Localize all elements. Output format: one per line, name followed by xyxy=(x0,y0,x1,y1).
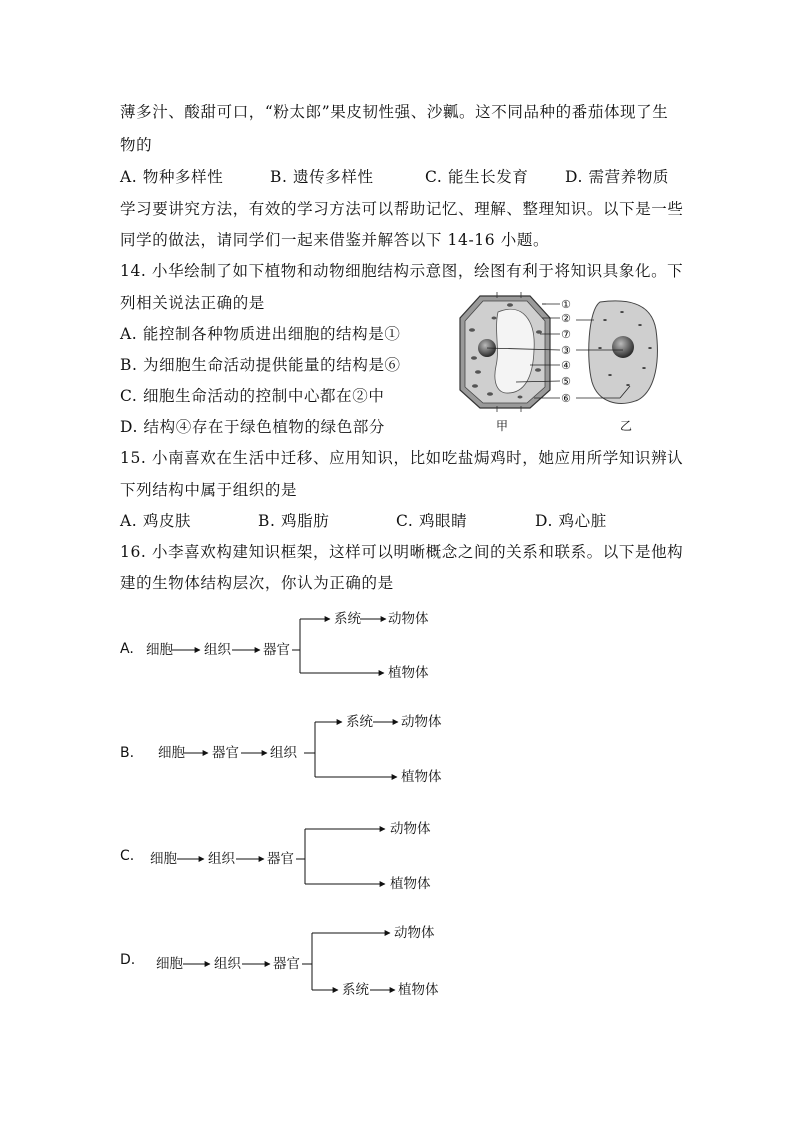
intro-line-1: 学习要讲究方法，有效的学习方法可以帮助记忆、理解、整理知识。以下是一些 xyxy=(120,200,684,218)
diagram-c xyxy=(120,820,431,892)
plant-cell-diagram xyxy=(460,292,550,412)
diagram-c-bottom: 植物体 xyxy=(390,876,431,892)
q14-option-c: C. 细胞生命活动的控制中心都在②中 xyxy=(120,387,385,405)
hierarchy-diagrams xyxy=(0,600,794,1020)
diagram-a-letter: A. xyxy=(120,641,134,657)
diagram-d-node-2: 组织 xyxy=(214,956,241,972)
diagram-d-bottom-pre: 系统 xyxy=(342,982,369,998)
q13-option-c: C. 能生长发育 xyxy=(425,168,529,186)
q13-stem-line-2: 物的 xyxy=(120,136,153,154)
diagram-a-node-3: 器官 xyxy=(263,642,290,658)
diagram-b-letter: B. xyxy=(120,745,135,761)
q14-option-b: B. 为细胞生命活动提供能量的结构是⑥ xyxy=(120,356,401,374)
q15-option-a: A. 鸡皮肤 xyxy=(120,512,192,530)
q13-option-a: A. 物种多样性 xyxy=(120,168,224,186)
q14-option-a: A. 能控制各种物质进出细胞的结构是① xyxy=(120,325,401,343)
q16-stem-line-2: 建的生物体结构层次，你认为正确的是 xyxy=(120,574,394,592)
label-6: ⑥ xyxy=(561,392,571,405)
caption-animal: 乙 xyxy=(620,419,633,433)
intro-line-2: 同学的做法，请同学们一起来借鉴并解答以下 14-16 小题。 xyxy=(120,231,550,249)
diagram-d xyxy=(120,924,439,998)
diagram-d-top: 动物体 xyxy=(394,925,435,941)
animal-cell-diagram xyxy=(589,301,658,404)
diagram-b-bottom: 植物体 xyxy=(401,769,442,785)
diagram-c-node-1: 细胞 xyxy=(150,851,177,867)
diagram-b-node-1: 细胞 xyxy=(158,745,185,761)
label-4: ④ xyxy=(561,359,571,372)
diagram-d-node-3: 器官 xyxy=(273,956,300,972)
diagram-b-node-2: 器官 xyxy=(212,745,239,761)
q15-option-b: B. 鸡脂肪 xyxy=(258,512,330,530)
diagram-b xyxy=(120,713,442,785)
diagram-d-bottom: 植物体 xyxy=(398,982,439,998)
q14-stem-line-1: 14. 小华绘制了如下植物和动物细胞结构示意图，绘图有利于将知识具象化。下 xyxy=(120,262,684,280)
q13-stem-line-1: 薄多汁、酸甜可口，“粉太郎”果皮韧性强、沙瓤。这不同品种的番茄体现了生 xyxy=(120,103,669,121)
q14-option-d: D. 结构④存在于绿色植物的绿色部分 xyxy=(120,418,386,436)
diagram-c-letter: C. xyxy=(120,848,135,864)
diagram-d-node-1: 细胞 xyxy=(156,956,183,972)
diagram-a-bottom: 植物体 xyxy=(388,665,429,681)
q15-option-c: C. 鸡眼睛 xyxy=(396,512,468,530)
diagram-a-node-2: 组织 xyxy=(204,642,231,658)
q15-option-d: D. 鸡心脏 xyxy=(535,512,607,530)
q16-stem-line-1: 16. 小李喜欢构建知识框架，这样可以明晰概念之间的关系和联系。以下是他构 xyxy=(120,543,684,561)
diagram-b-node-3: 组织 xyxy=(270,745,297,761)
label-1: ① xyxy=(561,298,571,311)
q13-option-b: B. 遗传多样性 xyxy=(270,168,374,186)
diagram-d-letter: D. xyxy=(120,952,136,968)
label-2: ② xyxy=(561,312,571,325)
label-7: ⑦ xyxy=(561,328,571,341)
diagram-b-top: 动物体 xyxy=(401,714,442,730)
diagram-a xyxy=(120,610,429,681)
diagram-a-top-pre: 系统 xyxy=(334,611,361,627)
q15-stem-line-2: 下列结构中属于组织的是 xyxy=(120,481,298,499)
diagram-a-node-1: 细胞 xyxy=(146,642,173,658)
diagram-c-top: 动物体 xyxy=(390,821,431,837)
diagram-c-node-2: 组织 xyxy=(208,851,235,867)
diagram-a-top: 动物体 xyxy=(388,611,429,627)
label-5: ⑤ xyxy=(561,375,571,388)
diagram-b-top-pre: 系统 xyxy=(346,714,373,730)
diagram-c-node-3: 器官 xyxy=(267,851,294,867)
label-3: ③ xyxy=(561,344,571,357)
q13-option-d: D. 需营养物质 xyxy=(565,168,670,186)
cell-structure-figure xyxy=(450,290,670,435)
q15-stem-line-1: 15. 小南喜欢在生活中迁移、应用知识，比如吃盐焗鸡时，她应用所学知识辨认 xyxy=(120,449,684,467)
caption-plant: 甲 xyxy=(496,419,509,433)
q14-stem-line-2: 列相关说法正确的是 xyxy=(120,294,265,312)
